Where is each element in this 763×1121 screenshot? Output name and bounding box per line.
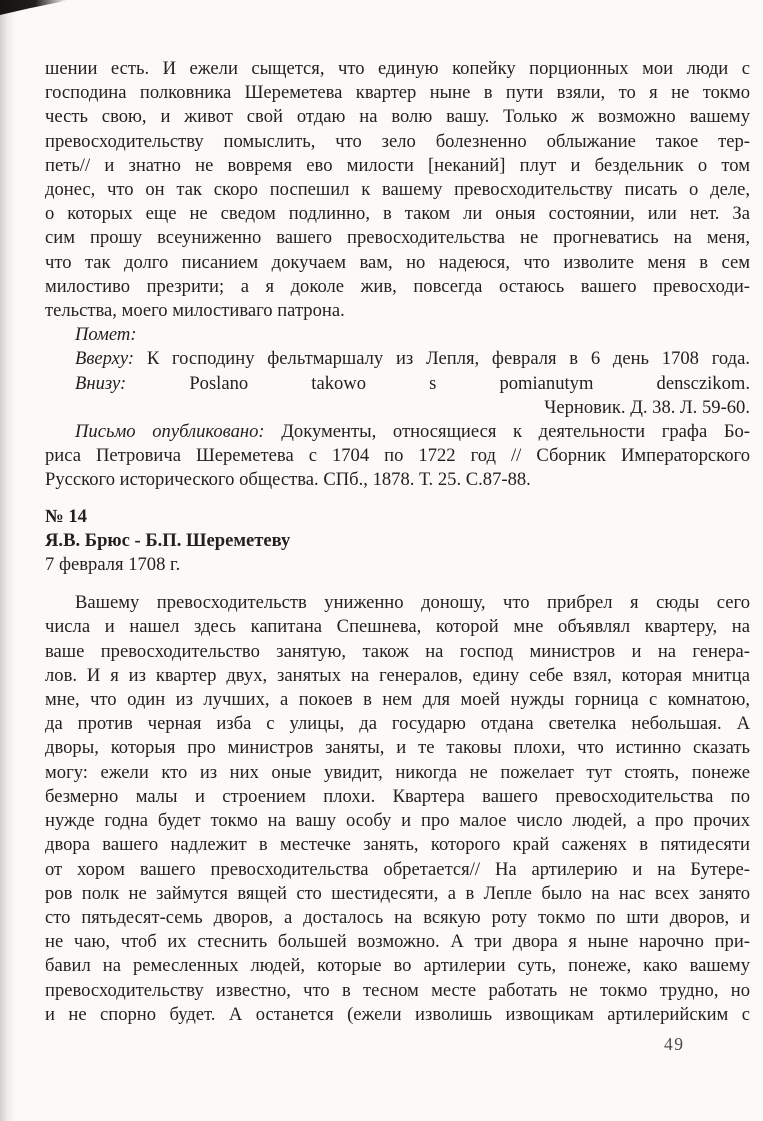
page-number: 49	[664, 1034, 685, 1054]
text-line: о которых еще не сведом подлинно, в таком ли оныя состоянии, или нет. За	[45, 203, 750, 225]
note-top	[45, 347, 750, 371]
text-line: дворы, которыя про министров заняты, и те таковы плохи, что истинно сказать	[45, 737, 750, 759]
text-line: числа и нашел здесь капитана Спешнева, которой мне объявлял квартеру, на	[45, 616, 750, 638]
text-line: бавил на ремесленных людей, которые во артилерии суть, понеже, како вашему	[45, 955, 750, 977]
text-line: тельства, моего милостиваго патрона.	[45, 300, 345, 322]
text-line: превосходительству помыслить, что зело болезненно облыжание такое тер-	[45, 130, 750, 152]
page-text-block	[45, 57, 750, 1027]
letter-heading	[45, 505, 750, 578]
note-top-label: Вверху:	[75, 348, 135, 370]
note-bottom	[45, 372, 750, 396]
text-line: Русского исторического общества. СПб., 1878. Т. 25. С.87-88.	[45, 469, 531, 491]
text-line: могу: ежели кто из них оные увидит, никогда не пожелает тут стоять, понеже	[45, 761, 750, 783]
note-top-text: К господину фельтмаршалу из Лепля, февраля в 6 день 1708 года.	[146, 348, 750, 370]
letter-body	[45, 591, 750, 1027]
text-line: двора вашего надлежит в местечке занять, которого край саженях в пятидесяти	[45, 834, 750, 856]
letter-title: Я.В. Брюс - Б.П. Шереметеву	[45, 529, 291, 551]
note-bottom-text: Poslano takowo s pomianutym densczikom.	[189, 372, 750, 394]
archive-reference: Черновик. Д. 38. Л. 59-60.	[544, 396, 750, 418]
text-line: ваше превосходительство занятую, також на господ министров и на генера-	[45, 640, 750, 662]
letter-number: № 14	[45, 505, 87, 527]
text-line: донес, что он так скоро поспешил к вашему превосходительству писать о деле,	[45, 179, 750, 201]
text-line: превосходительству известно, что в тесном месте работать не токмо трудно, но	[45, 979, 750, 1001]
text-line: господина полковника Шереметева квартер ныне в пути взяли, то я не токмо	[45, 82, 750, 104]
text-line: от хором вашего превосходительства обретается// На артилерию и на Бутере-	[45, 858, 750, 880]
text-line: мне, что один из лучших, а покоев в нем для моей нужды горница с комнатою,	[45, 689, 750, 711]
text-line: честь свою, и живот свой отдаю на волю вашу. Только ж возможно вашему	[45, 106, 750, 128]
text-line: лов. И я из квартер двух, занятых на генералов, едину себе взял, которая мнитца	[45, 664, 750, 686]
letter-body-continuation	[45, 57, 750, 323]
scan-edge-shadow	[0, 0, 16, 1121]
pomet-label: Помет:	[75, 324, 137, 346]
publication-text: Документы, относящиеся к деятельности графа Бо-	[281, 421, 750, 443]
text-line: Вашему превосходительств униженно доношу, что прибрел я сюды сего	[75, 592, 750, 614]
text-line: ров полк не займутся вящей сто шестидесяти, а в Лепле было на нас всех занято	[45, 882, 750, 904]
text-line: шении есть. И ежели сыщется, что единую копейку порционных мои люди с	[45, 58, 750, 79]
text-line: петь// и знатно не вовремя ево милости [неканий] плут и бездельник о том	[45, 154, 750, 176]
text-line: милостиво презрити; а я доколе жив, повсегда остаюсь вашего превосходи-	[45, 275, 750, 297]
text-line: да против черная изба с улицы, да государю отдана светелка небольшая. А	[45, 713, 750, 735]
text-line: не чаю, чтоб их стеснить большей возможно. А три двора я ныне нарочно при-	[45, 931, 750, 953]
text-line: что так долго писанием докучаем вам, но надеюся, что изволите меня в сем	[45, 251, 750, 273]
text-line: сто пятьдесят-семь дворов, а досталось на всякую роту токмо по шти дворов, и	[45, 906, 750, 928]
letter-date: 7 февраля 1708 г.	[45, 554, 181, 576]
text-line: безмерно малы и строением плохи. Квартера вашего превосходительства по	[45, 785, 750, 807]
note-bottom-label: Внизу:	[75, 372, 127, 394]
text-line: нужде годна будет токмо на вашу особу и про малое число людей, а про прочих	[45, 810, 750, 832]
text-line: и не спорно будет. А останется (ежели изволишь извощикам артилерийским с	[45, 1003, 750, 1025]
text-line: сим прошу всеуниженно вашего превосходительства не прогневатись на меня,	[45, 227, 750, 249]
note-pomet	[45, 323, 750, 347]
publication-label: Письмо опубликовано:	[75, 421, 265, 443]
publication-note-first-line	[45, 420, 750, 444]
publication-note-rest	[45, 444, 750, 492]
text-line: риса Петровича Шереметева с 1704 по 1722 год // Сборник Императорского	[45, 445, 750, 467]
